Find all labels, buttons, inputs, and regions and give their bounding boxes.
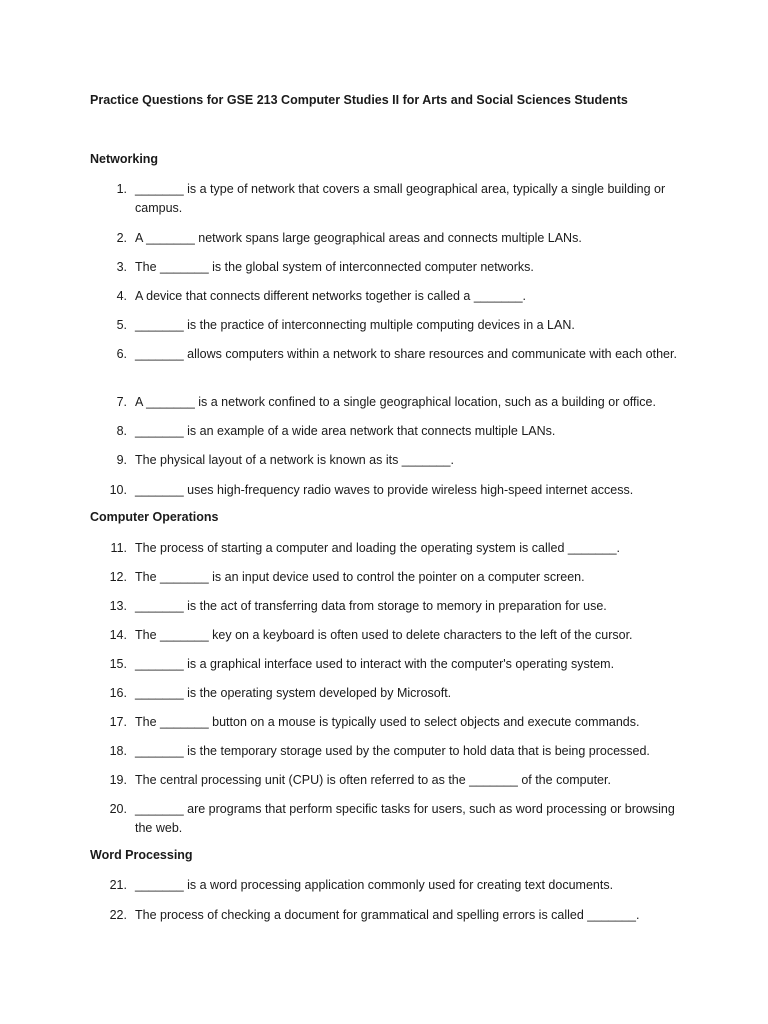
question-number: 17.: [109, 715, 127, 729]
question-number: 11.: [110, 541, 127, 555]
question-number: 4.: [116, 289, 127, 303]
question-text: _______ is an example of a wide area network that connects multiple LANs.: [135, 424, 556, 438]
question-number: 12.: [109, 570, 127, 584]
question-number: 7.: [116, 395, 127, 409]
question-number: 18.: [109, 744, 127, 758]
question-text: _______ is a graphical interface used to interact with the computer's operating system.: [135, 657, 615, 671]
question-number: 20.: [109, 802, 127, 816]
question-number: 8.: [116, 424, 127, 438]
question-text: The process of checking a document for grammatical and spelling errors is called _______.: [135, 908, 640, 922]
question-number: 6.: [116, 347, 127, 361]
question-text: _______ allows computers within a network to share resources and communicate with each other.: [135, 347, 677, 361]
question-number: 19.: [109, 773, 127, 787]
document-title: Practice Questions for GSE 213 Computer Studies II for Arts and Social Sciences Students: [90, 93, 628, 107]
question-text: _______ is the practice of interconnecting multiple computing devices in a LAN.: [135, 318, 575, 332]
question-number: 1.: [116, 182, 127, 196]
question-number: 15.: [109, 657, 127, 671]
section-heading-networking: Networking: [90, 152, 159, 166]
question-text: The _______ key on a keyboard is often used to delete characters to the left of the cursor.: [135, 628, 633, 642]
question-number: 9.: [116, 453, 127, 467]
question-text: The process of starting a computer and loading the operating system is called _______.: [135, 541, 621, 555]
question-text: _______ are programs that perform specific tasks for users, such as word processing or browsing the web.: [135, 802, 675, 835]
question-number: 14.: [109, 628, 127, 642]
question-text: A device that connects different networks together is called a _______.: [135, 289, 526, 303]
question-text: The central processing unit (CPU) is often referred to as the _______ of the computer.: [135, 773, 611, 787]
question-text: The _______ button on a mouse is typically used to select objects and execute commands.: [135, 715, 640, 729]
section-heading-computer-operations: Computer Operations: [90, 510, 219, 524]
question-number: 16.: [109, 686, 127, 700]
question-text: _______ is a type of network that covers a small geographical area, typically a single building or campus.: [135, 182, 666, 215]
question-text: A _______ is a network confined to a single geographical location, such as a building or office.: [135, 395, 656, 409]
question-number: 21.: [109, 878, 127, 892]
question-number: 5.: [116, 318, 127, 332]
question-text: The _______ is the global system of interconnected computer networks.: [135, 260, 534, 274]
question-text: _______ is the act of transferring data from storage to memory in preparation for use.: [135, 599, 607, 613]
question-text: _______ is the temporary storage used by the computer to hold data that is being processed.: [135, 744, 650, 758]
question-number: 22.: [109, 908, 127, 922]
question-text: The physical layout of a network is known as its _______.: [135, 453, 454, 467]
question-number: 10.: [109, 483, 127, 497]
question-number: 3.: [116, 260, 127, 274]
question-number: 13.: [109, 599, 127, 613]
question-text: _______ is the operating system developed by Microsoft.: [135, 686, 452, 700]
question-text: The _______ is an input device used to control the pointer on a computer screen.: [135, 570, 585, 584]
question-text: A _______ network spans large geographical areas and connects multiple LANs.: [135, 231, 582, 245]
question-text: _______ uses high-frequency radio waves to provide wireless high-speed internet access.: [135, 483, 634, 497]
question-number: 2.: [116, 231, 127, 245]
section-heading-word-processing: Word Processing: [90, 848, 193, 862]
question-text: _______ is a word processing application commonly used for creating text documents.: [135, 878, 614, 892]
